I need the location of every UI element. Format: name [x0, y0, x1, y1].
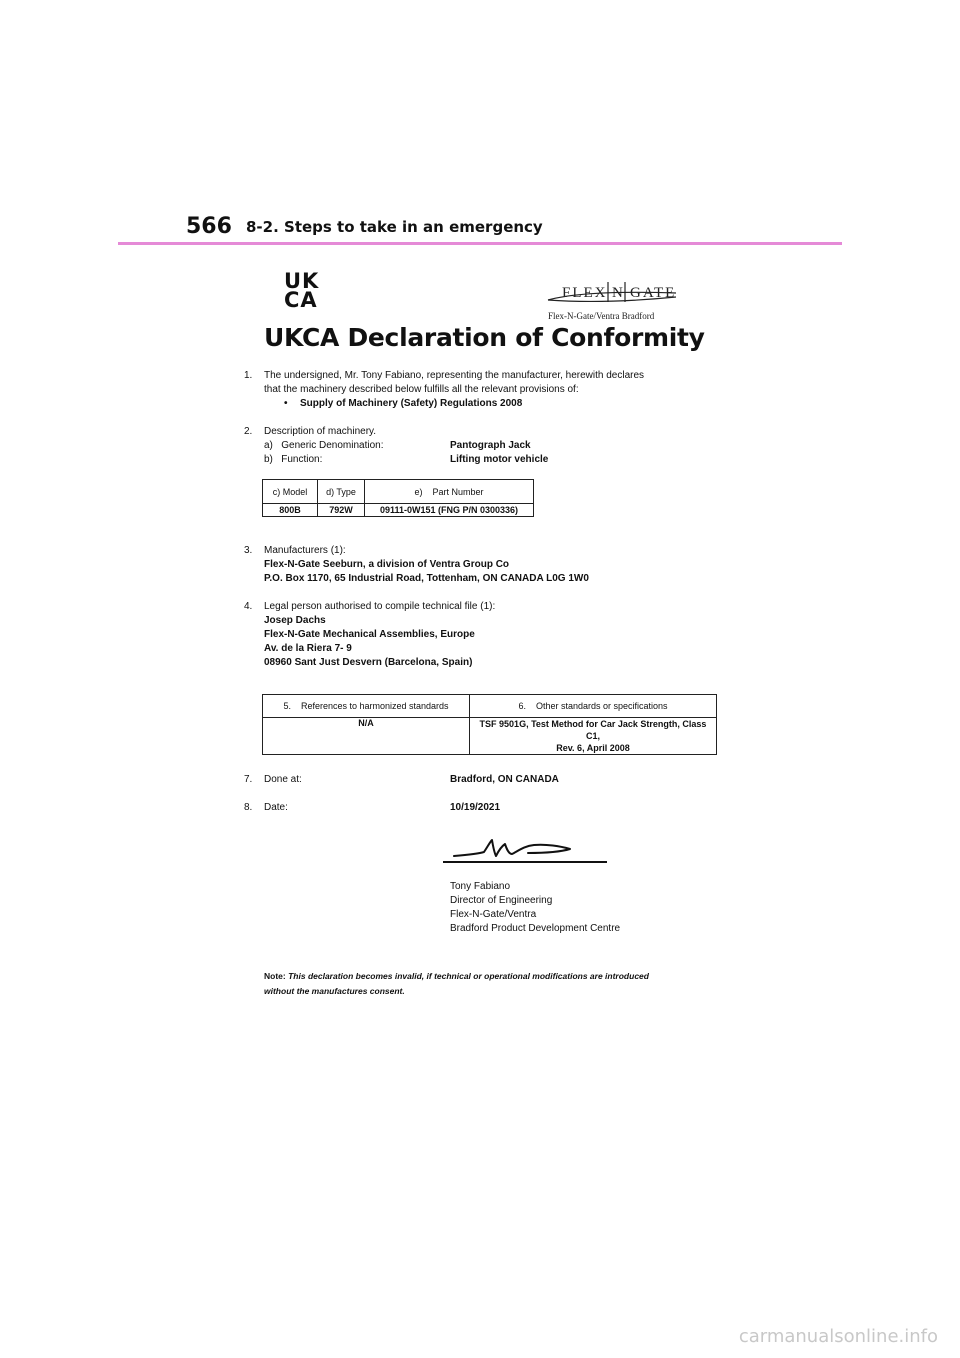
item2-a-label: a) Generic Denomination:: [264, 440, 384, 451]
ukca-mark-line1: UK: [284, 269, 320, 293]
page-number: 566: [186, 214, 232, 239]
item1-text-line2: that the machinery described below fulfills all the relevant provisions of:: [264, 384, 579, 395]
document-title: UKCA Declaration of Conformity: [264, 323, 705, 352]
model-table: [262, 479, 534, 517]
done-at-label: Done at:: [264, 774, 302, 785]
harmonized-standards-header: 5. References to harmonized standards: [263, 695, 470, 718]
other-standards-line2: Rev. 6, April 2008: [556, 743, 630, 753]
item2-b-value: Lifting motor vehicle: [450, 454, 549, 465]
bullet-icon: •: [284, 398, 288, 409]
item8-number: 8.: [244, 802, 253, 813]
signature: [452, 836, 576, 862]
signatory-site: Bradford Product Development Centre: [450, 923, 621, 934]
item3-number: 3.: [244, 545, 253, 556]
note-text-line1: This declaration becomes invalid, if technical or operational modifications are introduced: [288, 971, 649, 981]
manufacturer-name: Flex-N-Gate Seeburn, a division of Ventra Group Co: [264, 559, 510, 570]
ukca-mark: [284, 269, 320, 312]
item3-text: Manufacturers (1):: [264, 545, 346, 556]
item1-regulation: Supply of Machinery (Safety) Regulations 2008: [300, 398, 523, 409]
legal-person-street: Av. de la Riera 7- 9: [264, 643, 352, 654]
signatory-company: Flex-N-Gate/Ventra: [450, 909, 537, 920]
legal-person-city: 08960 Sant Just Desvern (Barcelona, Spain): [264, 657, 473, 668]
flexngate-logo: [544, 280, 680, 310]
item2-number: 2.: [244, 426, 253, 437]
type-header: d) Type: [318, 480, 365, 504]
header-divider: [118, 242, 842, 245]
signature-line: [443, 861, 607, 863]
item2-a-value: Pantograph Jack: [450, 440, 531, 451]
model-value: 800B: [263, 504, 318, 517]
logo-text-left: FLEX: [562, 285, 608, 301]
date-value: 10/19/2021: [450, 802, 501, 813]
other-standards-line1: TSF 9501G, Test Method for Car Jack Strength, Class C1,: [479, 719, 707, 741]
item2-text: Description of machinery.: [264, 426, 377, 437]
signatory-role: Director of Engineering: [450, 895, 553, 906]
part-number-header: e) Part Number: [365, 480, 534, 504]
other-standards-header: 6. Other standards or specifications: [470, 695, 717, 718]
part-number-value: 09111-0W151 (FNG P/N 0300336): [365, 504, 534, 517]
ukca-mark-line2: CA: [284, 288, 318, 312]
logo-text-right: GATE: [630, 285, 677, 301]
model-header: c) Model: [263, 480, 318, 504]
harmonized-standards-value: N/A: [263, 718, 470, 755]
item2-b-label: b) Function:: [264, 454, 323, 465]
note-label: Note:: [264, 971, 286, 981]
date-label: Date:: [264, 802, 288, 813]
section-title: 8-2. Steps to take in an emergency: [246, 218, 543, 236]
item1-number: 1.: [244, 370, 253, 381]
item4-number: 4.: [244, 601, 253, 612]
manufacturer-address: P.O. Box 1170, 65 Industrial Road, Tottenham, ON CANADA L0G 1W0: [264, 573, 589, 584]
other-standards-value: [470, 718, 717, 755]
logo-subtitle: Flex-N-Gate/Ventra Bradford: [548, 311, 655, 321]
item4-text: Legal person authorised to compile technical file (1):: [264, 601, 496, 612]
done-at-value: Bradford, ON CANADA: [450, 774, 559, 785]
watermark: carmanualsonline.info: [738, 1326, 938, 1347]
item1-text-line1: The undersigned, Mr. Tony Fabiano, representing the manufacturer, herewith declares: [264, 370, 645, 381]
legal-person-company: Flex-N-Gate Mechanical Assemblies, Europe: [264, 629, 475, 640]
type-value: 792W: [318, 504, 365, 517]
note: [264, 969, 704, 999]
logo-text-middle: N: [612, 285, 623, 301]
note-text-line2: without the manufactures consent.: [264, 986, 405, 996]
standards-table: [262, 694, 717, 755]
signatory-name: Tony Fabiano: [450, 881, 511, 892]
legal-person-name: Josep Dachs: [264, 615, 326, 626]
item7-number: 7.: [244, 774, 253, 785]
